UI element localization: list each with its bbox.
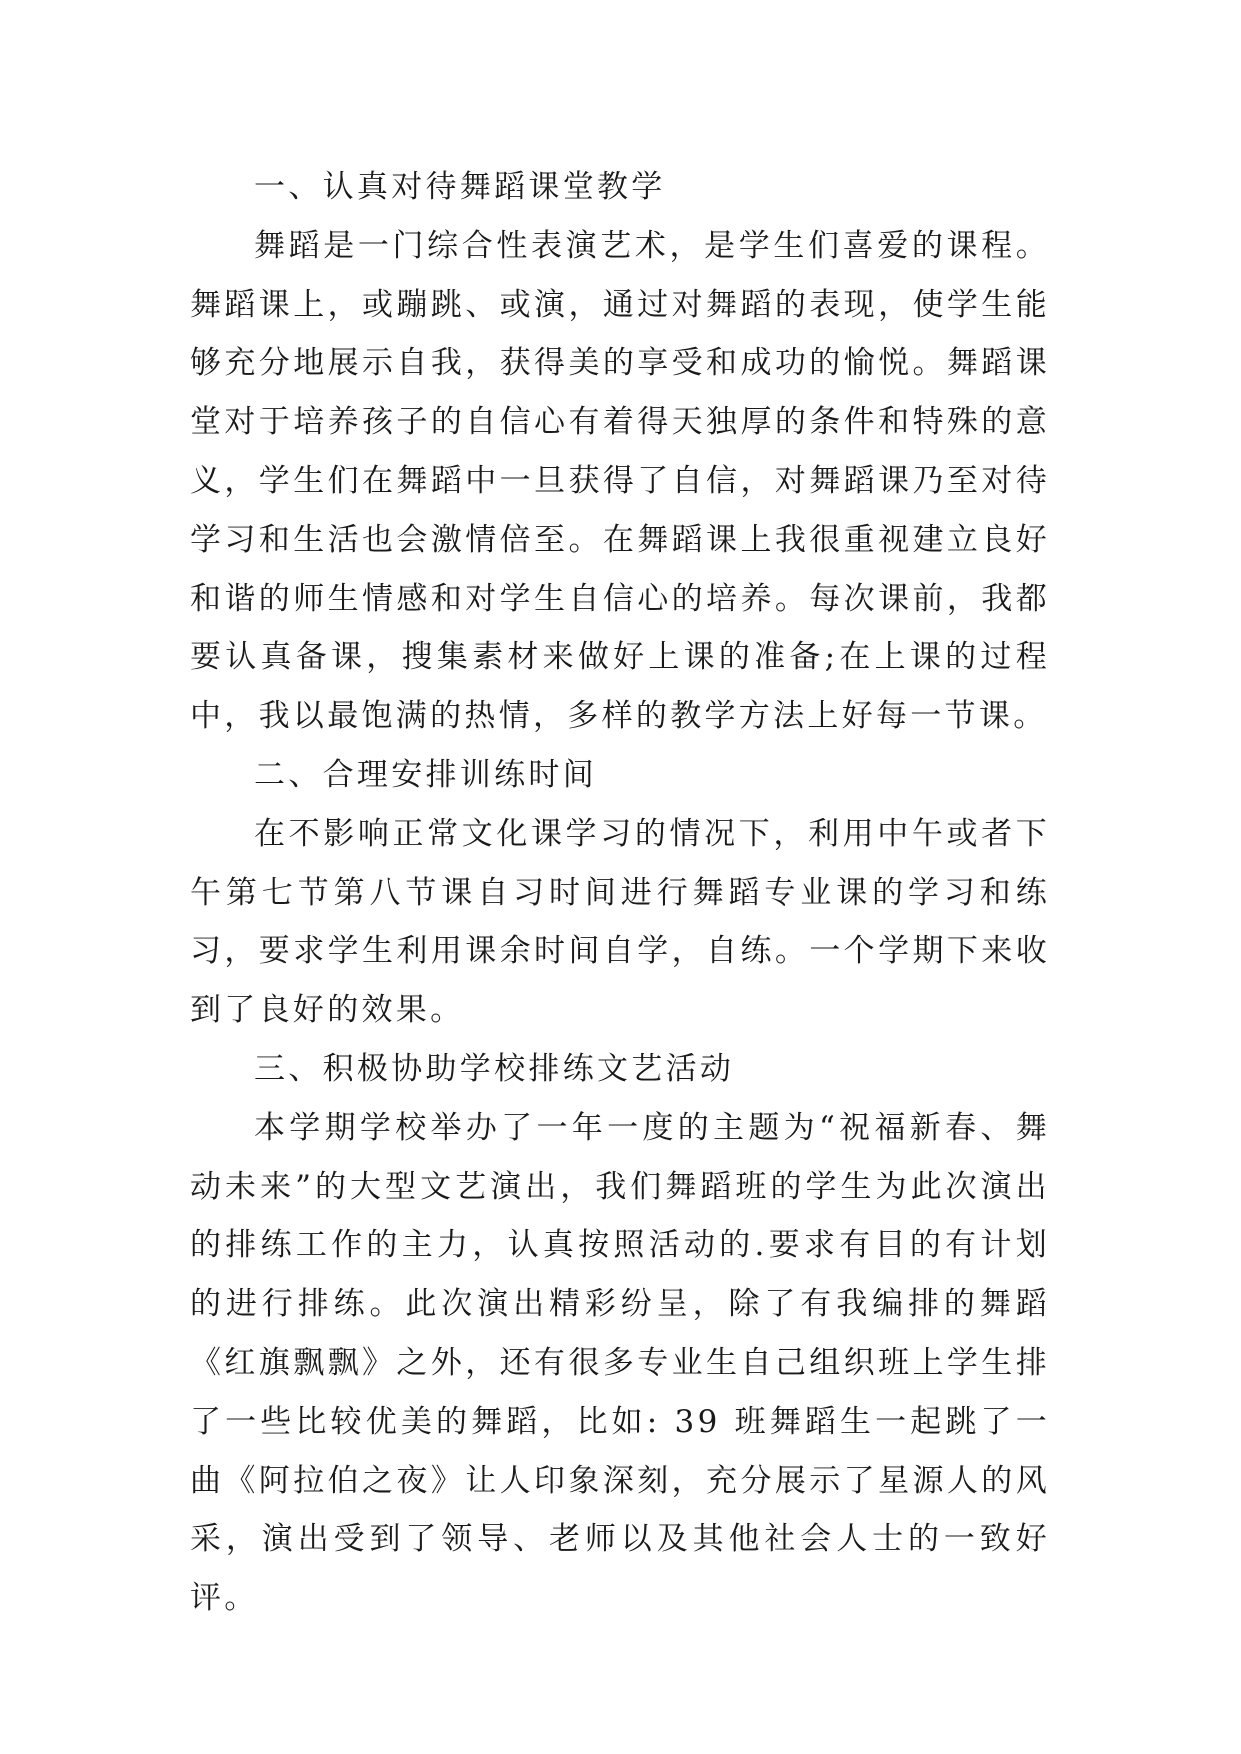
section-heading-2: 二、合理安排训练时间 — [254, 756, 597, 793]
section-heading-3: 三、积极协助学校排练文艺活动 — [254, 1050, 735, 1087]
document-body — [190, 158, 1050, 1628]
section-paragraph-3: 本学期学校举办了一年一度的主题为“祝福新春、舞动未来”的大型文艺演出，我们舞蹈班的学生为此次演出的排练工作的主力，认真按照活动的.要求有目的有计划的进行排练。此次演出精彩纷呈，除了有我编排的舞蹈《红旗飘飘》之外，还有很多专业生自己组织班上学生排了一些比较优美的舞蹈，比如: 39 班舞蹈生一起跳了一曲《阿拉伯之夜》让人印象深刻，充分展示了星源人的风采，演出受到了领导、老师以及其他社会人士的一致好评。 — [190, 1109, 1050, 1617]
section-paragraph-1: 舞蹈是一门综合性表演艺术，是学生们喜爱的课程。舞蹈课上，或蹦跳、或演，通过对舞蹈的表现，使学生能够充分地展示自我，获得美的享受和成功的愉悦。舞蹈课堂对于培养孩子的自信心有着得天独厚的条件和特殊的意义，学生们在舞蹈中一旦获得了自信，对舞蹈课乃至对待学习和生活也会激情倍至。在舞蹈课上我很重视建立良好和谐的师生情感和对学生自信心的培养。每次课前，我都要认真备课，搜集素材来做好上课的准备;在上课的过程中，我以最饱满的热情，多样的教学方法上好每一节课。 — [190, 227, 1050, 735]
section-heading-1: 一、认真对待舞蹈课堂教学 — [254, 169, 666, 205]
section-paragraph-2: 在不影响正常文化课学习的情况下，利用中午或者下午第七节第八节课自习时间进行舞蹈专业课的学习和练习，要求学生利用课余时间自学，自练。一个学期下来收到了良好的效果。 — [190, 815, 1050, 1029]
